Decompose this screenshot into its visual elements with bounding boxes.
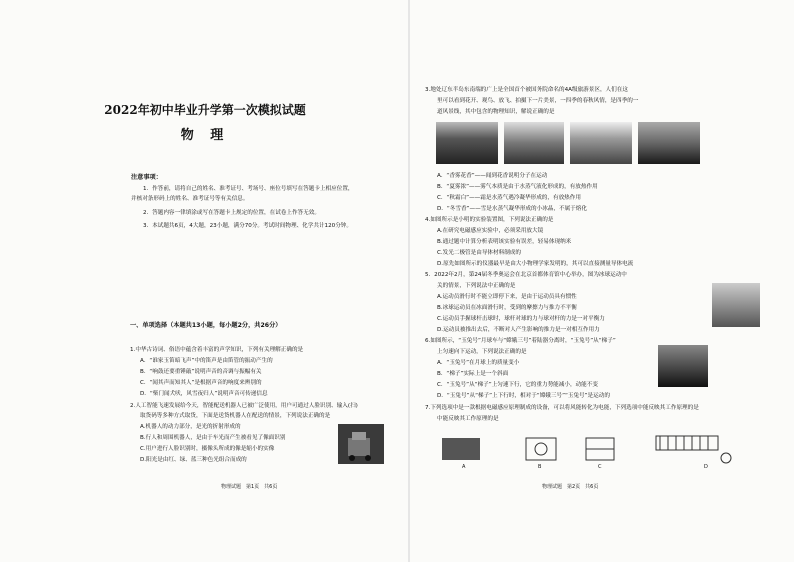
exam-title: 2022年初中毕业升学第一次模拟试题 (104, 103, 306, 117)
season-photo-winter (638, 122, 700, 164)
question-text: 3.地处辽东半岛东南端的广上是全国首个被国务院命名的4A级旅游景区，人们在这 (425, 87, 628, 93)
question-option: B．“响鼓还要重锤敲”说明声音的音调与振幅有关 (140, 369, 262, 375)
notice-item: 1．作答前，请将自己的姓名、准考证号、考场号、座位号填写在答题卡上相应位置， (143, 186, 354, 192)
question-text: 上匀速向下运动，下列说法正确的是 (437, 349, 527, 355)
question-option: C．“秋霜白”——霜是水蒸气遇冷凝华形成的，有放热作用 (437, 195, 581, 201)
question-text: 中能反映其工作原理的是 (437, 416, 499, 422)
question-text: 取货码等多种方式取货，下面是送货机器人在配送的情景，下列说法正确的是 (140, 413, 331, 419)
question-option: B．“夏雾浓”——雾气本质是由于水蒸气液化形成的，有放热作用 (437, 184, 598, 190)
ice-hockey-photo (712, 283, 760, 327)
subject-title: 物 理 (180, 128, 230, 143)
question-option: D．“冬雪香”——雪是水蒸气凝华形成的小冰晶，不属于熔化 (437, 206, 587, 212)
question-text: 2.人工智能飞速发展给今天，智能配送机器人已被广泛使用，用户可通过人脸识别、输入(扫) (130, 403, 358, 409)
question-option: A．“谁家玉笛暗飞声”中的笛声是由笛管的振动产生的 (140, 358, 273, 364)
question-option: B.冰球运动员在冰面滑行时，受到的摩擦力与推力不平衡 (437, 305, 577, 311)
question-option: C.运动员手握球杆击球时，球杆对球的力与球对杆的力是一对平衡力 (437, 316, 605, 322)
option-label: B (538, 464, 542, 470)
question-text: 4.如图所示是小明的实验装置图，下列说法正确的是 (425, 217, 554, 223)
option-label: A (462, 464, 466, 470)
question-option: C．“玉兔号”从“梯子”上匀速下行，它的重力势能减小，动能不变 (437, 382, 598, 388)
question-option: B．“梯子”实际上是一个斜面 (437, 371, 509, 377)
question-option: A.运动员滑行时不能立即停下来，是由于运动员具有惯性 (437, 294, 577, 300)
right-page (410, 0, 794, 562)
moon-rover-photo (658, 345, 708, 387)
question-option: A.机器人的动力部分，是光的折射形成的 (140, 424, 241, 430)
question-text: 5．2022年2月，第24届冬季奥运会在北京首都体育馆中心举办，图为冰球运动中 (425, 272, 627, 278)
robot-icon (338, 424, 384, 464)
question-option: D．“玉兔号”从“梯子”上下行时，相对于“嫦娥三号”“玉兔号”是运动的 (437, 393, 610, 399)
question-option: A．“玉兔号”在月球上的质量变小 (437, 360, 520, 366)
question-option: D.原先如图所示的仪器最早是由大小物理学家发明的，其可以直接测量导体电流 (437, 261, 634, 267)
robot-photo (338, 424, 384, 464)
question-option: C．“闻其声而知其人”是根据声音的响度来辨别的 (140, 380, 262, 386)
notice-item: 3．本试题共6页，4大题，23小题，满分70分。考试时间物理、化学共计120分钟。 (143, 223, 352, 229)
question-text: 里可以看到花开、观鸟、放飞、拍摄下一片美景，一四季的春秋风情，是四季的一 (437, 98, 639, 104)
option-label: D (704, 464, 708, 470)
question-option: D．“柴门闻犬吠，风雪夜归人”说明声音可传递信息 (140, 391, 268, 397)
notice-item: 2．答题内容一律填涂或写在答题卡上规定的位置，在试卷上作答无效。 (143, 210, 320, 216)
option-label: C (598, 464, 602, 470)
notice-item: 并核对条形码上的姓名、准考证号等有关信息。 (131, 196, 249, 202)
season-photo-summer (504, 122, 564, 164)
question-text: 7.下列选项中是一款根据电磁感应原理制成的设备，可以将风能转化为电能，下列选项中能反映其工作原理的是 (425, 405, 699, 411)
question-option: A．“香雾花香”——闻到花香说明分子在运动 (437, 173, 548, 179)
question-option: A.在研究电磁感应实验中，必须采用放大镜 (437, 228, 544, 234)
question-option: B.通过题中计算分析表明该实验有误差，轻易体现纳米 (437, 239, 572, 245)
page-footer: 物理试题 第1页 共6页 (221, 484, 278, 490)
question-text: 6.如图所示，“玉兔号”月球车与“嫦娥三号”着陆器分离时，“玉兔号”从“梯子” (425, 338, 616, 344)
notice-heading: 注意事项： (131, 174, 162, 181)
question-option: D.运动员被推出去后，不断对人产生影响的推力是一对相互作用力 (437, 327, 600, 333)
question-text: 关的情景，下列说法中正确的是 (437, 283, 516, 289)
question-text: 道风景线，其中包含的物理知识，解说正确的是 (437, 109, 555, 115)
section-heading: 一、单项选择（本题共13小题，每小题2分，共26分） (130, 322, 282, 329)
question-option: C.用户进行人脸识别时，摄像头所成的像是缩小的实像 (140, 446, 275, 452)
season-photo-spring (436, 122, 498, 164)
question-option: B.行人和周围机器人，是由于车光而产生被看见了像面识别 (140, 435, 286, 441)
question-option: D.阳光是由红、绿、蓝三种色光组合而成的 (140, 457, 247, 463)
question-text: 1.中华古诗词、俗语中蕴含着丰富的声学知识，下列有关理解正确的是 (130, 347, 304, 353)
question-option: C.发光二极管是由导体材料制成的 (437, 250, 521, 256)
season-photo-autumn (570, 122, 632, 164)
page-footer: 物理试题 第2页 共6页 (542, 484, 599, 490)
